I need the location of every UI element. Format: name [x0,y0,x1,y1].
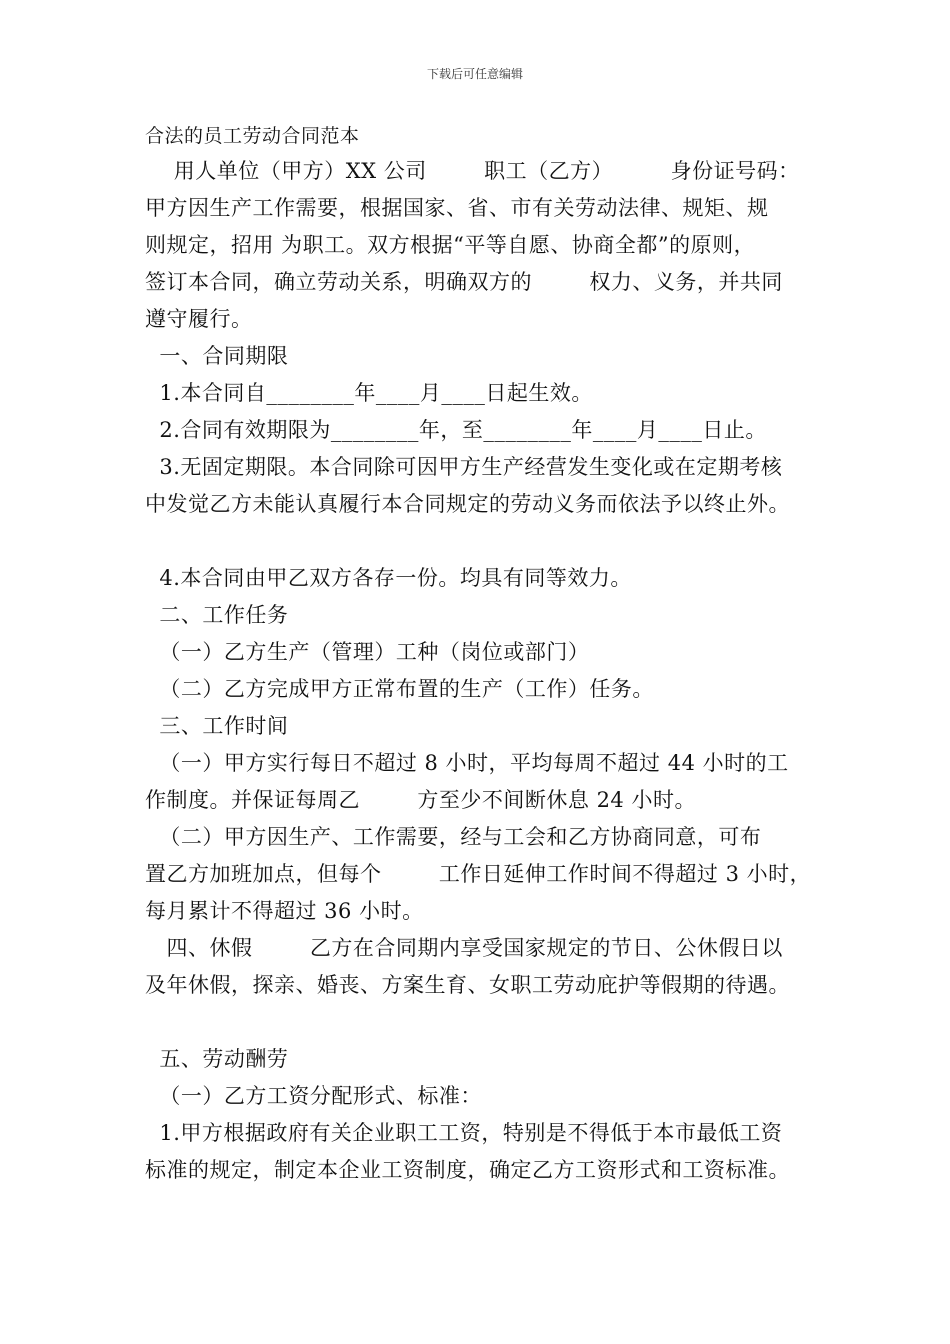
blank-line [145,1004,835,1041]
text-line: 1.本合同自________年____月____日起生效。 [145,381,593,405]
text-line: 甲方因生产工作需要，根据国家、省、市有关劳动法律、规矩、规 [145,196,769,220]
text-line: （一）乙方工资分配形式、标准： [145,1084,482,1108]
blank-line [145,523,835,560]
text-line: （一）乙方生产（管理）工种（岗位或部门） [145,640,590,664]
text-line: 则规定，招用 为职工。双方根据“平等自愿、协商全都”的原则， [145,233,756,257]
text-line: （二）乙方完成甲方正常布置的生产（工作）任务。 [145,677,654,701]
document-body [145,119,835,1189]
text-line: 3.无固定期限。本合同除可因甲方生产经营发生变化或在定期考核 [145,455,783,479]
text-line: 遵守履行。 [145,307,253,331]
text-line: 置乙方加班加点，但每个 工作日延伸工作时间不得超过 3 小时， [145,862,812,886]
text-line: 中发觉乙方未能认真履行本合同规定的劳动义务而依法予以终止外。 [145,492,790,516]
text-line: 1.甲方根据政府有关企业职工工资，特别是不得低于本市最低工资 [145,1121,783,1145]
text-line: 用人单位（甲方）XX 公司 职工（乙方） 身份证号码： [145,159,800,183]
section-heading: 二、工作任务 [145,603,289,627]
text-line: 每月累计不得超过 36 小时。 [145,899,424,923]
text-line: 作制度。并保证每周乙 方至少不间断休息 24 小时。 [145,788,696,812]
text-line: （二）甲方因生产、工作需要，经与工会和乙方协商同意，可布 [145,825,762,849]
text-line: 4.本合同由甲乙双方各存一份。均具有同等效力。 [145,566,632,590]
text-line: 2.合同有效期限为________年，至________年____月____日止。 [145,418,767,442]
document-title: 合法的员工劳动合同范本 [145,125,360,147]
section-heading: 五、劳动酬劳 [145,1047,289,1071]
text-line: 及年休假，探亲、婚丧、方案生育、女职工劳动庇护等假期的待遇。 [145,973,790,997]
section-heading: 三、工作时间 [145,714,289,738]
section-heading: 一、合同期限 [145,344,289,368]
text-line: 签订本合同，确立劳动关系，明确双方的 权力、义务，并共同 [145,270,783,294]
page-header: 下载后可任意编辑 [426,67,523,81]
text-line: （一）甲方实行每日不超过 8 小时，平均每周不超过 44 小时的工 [145,751,789,775]
text-line: 标准的规定，制定本企业工资制度，确定乙方工资形式和工资标准。 [145,1158,790,1182]
section-heading: 四、休假 乙方在合同期内享受国家规定的节日、公休假日以 [145,936,783,960]
